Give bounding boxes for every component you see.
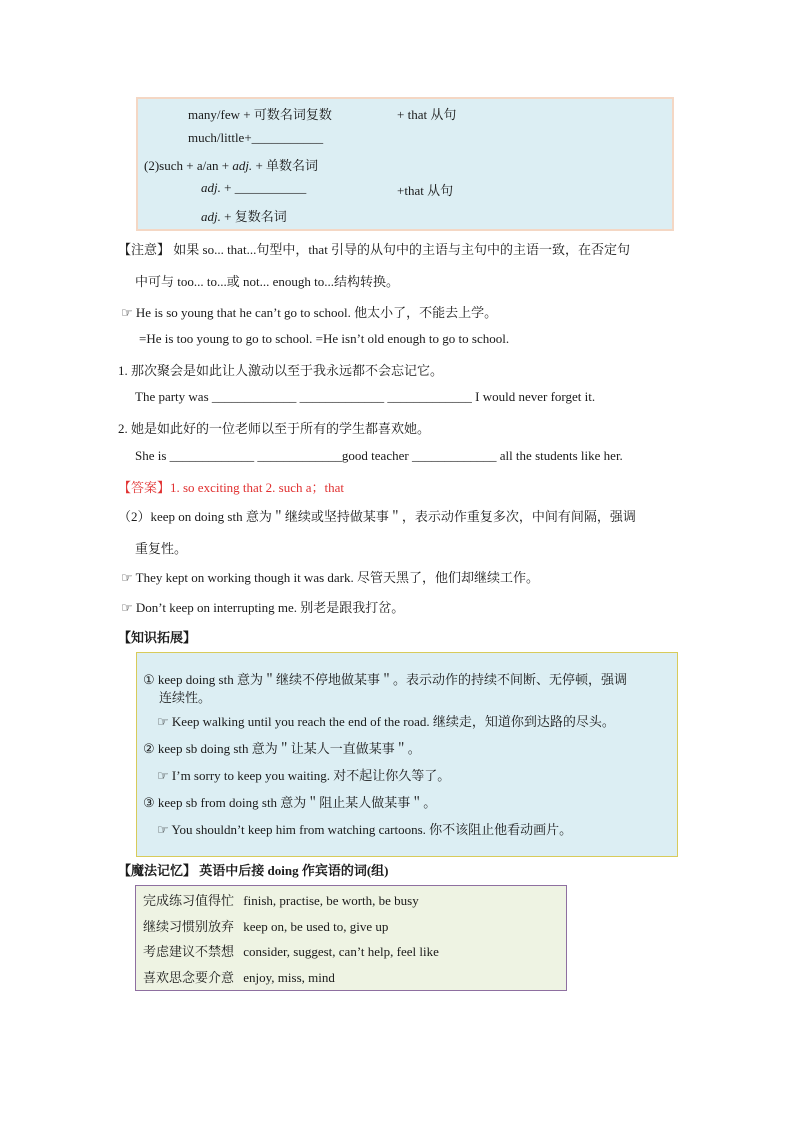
extension-item-3-example — [157, 819, 572, 838]
keep-on-example-2-text: Don’t keep on interrupting me. 别老是跟我打岔。 — [135, 600, 405, 615]
keep-on-line-2: 重复性。 — [135, 541, 188, 556]
adj-label: adj. — [201, 180, 221, 195]
list-item — [143, 967, 335, 986]
note-line-1 — [118, 239, 630, 258]
extension-example-3-text: You shouldn’t keep him from watching cartoons. 你不该阻止他看动画片。 — [171, 822, 573, 837]
such-prefix: (2)such + a/an + — [144, 158, 230, 173]
pointing-hand-icon: ☞ — [157, 823, 169, 838]
example-1-equivalent: =He is too young to go to school. =He isn’t old enough to go to school. — [139, 331, 510, 346]
mnemonic-english: enjoy, miss, mind — [243, 970, 335, 985]
answer-line: 【答案】1. so exciting that 2. such a；that — [118, 480, 345, 495]
extension-item-2: ② keep sb doing sth 意为＂让某人一直做某事＂。 — [143, 741, 421, 756]
mnemonic-chinese: 继续习惯别放弃 — [143, 919, 235, 934]
box-row-that-clause-2: +that 从句 — [397, 183, 454, 198]
extension-item-1: ① keep doing sth 意为＂继续不停地做某事＂。表示动作的持续不间断、无停顿，强调 — [143, 672, 627, 687]
box-row-adj-plural — [201, 206, 287, 225]
list-item — [143, 890, 419, 909]
box-row-such — [144, 155, 318, 174]
extension-item-2-example — [157, 765, 450, 784]
question-1-chinese: 1. 那次聚会是如此让人激动以至于我永远都不会忘记它。 — [118, 363, 444, 378]
extension-item-3: ③ keep sb from doing sth 意为＂阻止某人做某事＂。 — [143, 795, 437, 810]
adj-label: adj. — [232, 158, 253, 173]
adj-plural-noun: + 复数名词 — [224, 209, 287, 224]
extension-heading: 【知识拓展】 — [118, 630, 197, 645]
extension-item-1-example — [157, 711, 615, 730]
extension-example-1-text: Keep walking until you reach the end of the road. 继续走，知道你到达路的尽头。 — [171, 714, 615, 729]
extension-example-2-text: I’m sorry to keep you waiting. 对不起让你久等了。 — [171, 768, 451, 783]
list-item — [143, 941, 439, 960]
note-line-2: 中可与 too... to...或 not... enough to...结构转换。 — [135, 274, 399, 289]
box-row-that-clause-1: + that 从句 — [397, 107, 457, 122]
extension-item-1-cont: 连续性。 — [159, 690, 212, 705]
adj-label: adj. — [201, 209, 221, 224]
box-row-many-few: many/few + 可数名词复数 — [188, 107, 332, 122]
note-text-1: 如果 so... that...句型中，that 引导的从句中的主语与主句中的主语一致，在否定句 — [173, 242, 631, 257]
mnemonic-english: keep on, be used to, give up — [243, 919, 389, 934]
pointing-hand-icon: ☞ — [121, 306, 133, 321]
note-tag: 【注意】 — [118, 242, 171, 257]
pointing-hand-icon: ☞ — [121, 601, 133, 616]
question-2-chinese: 2. 她是如此好的一位老师以至于所有的学生都喜欢她。 — [118, 421, 431, 436]
mnemonic-english: consider, suggest, can’t help, feel like — [243, 944, 439, 959]
mnemonic-chinese: 考虑建议不禁想 — [143, 944, 235, 959]
pointing-hand-icon: ☞ — [157, 769, 169, 784]
adj-blank: + ___________ — [224, 180, 307, 195]
mnemonic-chinese: 喜欢思念要介意 — [143, 970, 235, 985]
box-row-adj-blank — [201, 180, 306, 196]
mnemonic-english: finish, practise, be worth, be busy — [243, 893, 419, 908]
keep-on-line-1: （2）keep on doing sth 意为＂继续或坚持做某事＂，表示动作重复多次，中间有间隔，强调 — [118, 509, 636, 524]
pointing-hand-icon: ☞ — [157, 715, 169, 730]
list-item — [143, 916, 388, 935]
example-1-sentence: He is so young that he can’t go to school. 他太小了，不能去上学。 — [135, 305, 498, 320]
mnemonic-chinese: 完成练习值得忙 — [143, 893, 235, 908]
such-suffix: + 单数名词 — [255, 158, 319, 173]
example-1 — [121, 302, 497, 321]
keep-on-example-1-text: They kept on working though it was dark. 尽管天黑了，他们却继续工作。 — [135, 570, 539, 585]
box-row-much-little: much/little+___________ — [188, 130, 324, 145]
magic-memory-heading: 【魔法记忆】 英语中后接 doing 作宾语的词(组) — [118, 863, 389, 878]
pointing-hand-icon: ☞ — [121, 571, 133, 586]
question-1-english: The party was _____________ _____________ _____________ I would never forget it. — [135, 389, 596, 404]
keep-on-example-2 — [121, 597, 404, 616]
keep-on-example-1 — [121, 567, 539, 586]
question-2-english: She is _____________ _____________good teacher _____________ all the students like her. — [135, 448, 623, 463]
